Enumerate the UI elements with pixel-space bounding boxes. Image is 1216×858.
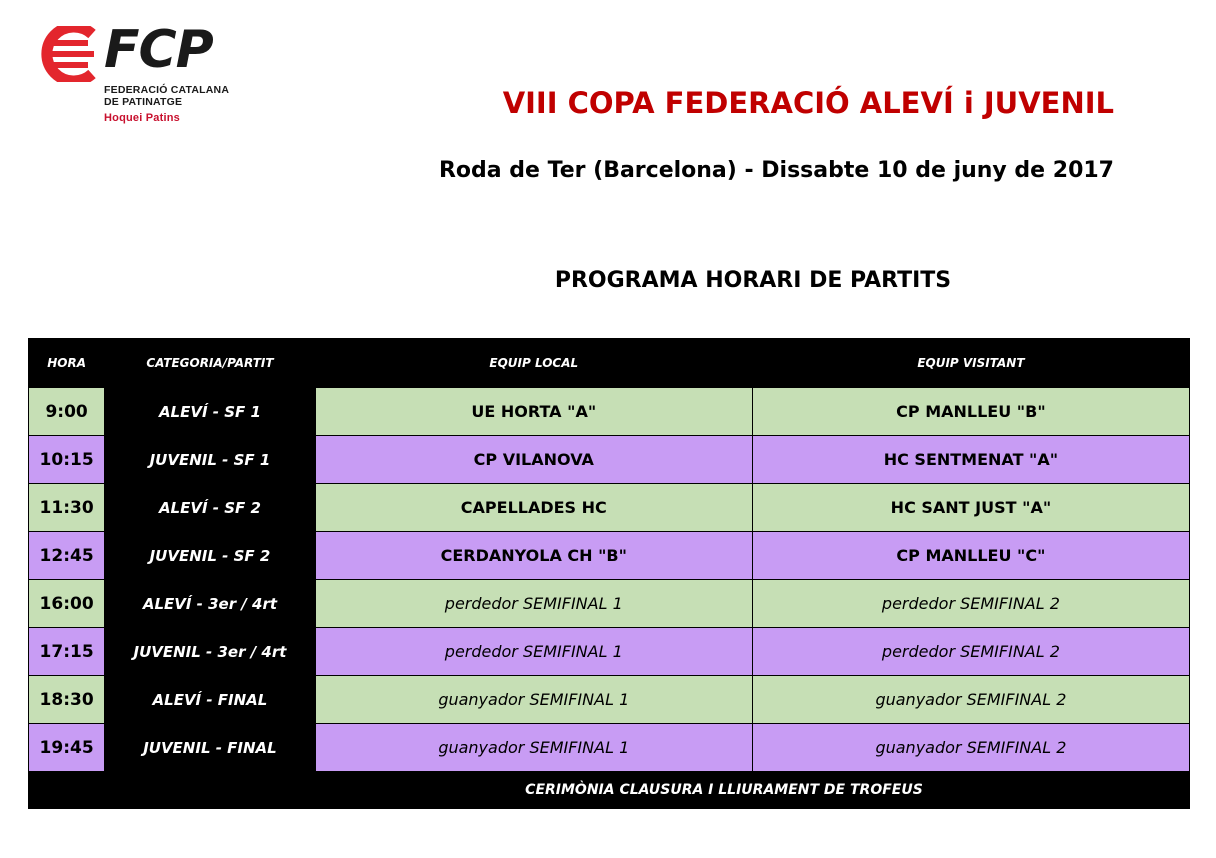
- cell-hora: 17:15: [29, 628, 105, 676]
- footer-cell: [29, 772, 1190, 809]
- cell-equip-local: guanyador SEMIFINAL 1: [315, 676, 752, 724]
- table-row: [29, 388, 1190, 436]
- logo-line-2: DE PATINATGE: [104, 96, 183, 108]
- table-footer-row: [29, 772, 1190, 809]
- cell-hora: 9:00: [29, 388, 105, 436]
- cell-categoria: JUVENIL - SF 2: [105, 532, 316, 580]
- column-header-equip-local: EQUIP LOCAL: [315, 339, 752, 388]
- cell-equip-local: perdedor SEMIFINAL 1: [315, 580, 752, 628]
- cell-equip-visitant: CP MANLLEU "B": [752, 388, 1189, 436]
- schedule-table: [28, 338, 1190, 809]
- cell-hora: 11:30: [29, 484, 105, 532]
- cell-equip-local: guanyador SEMIFINAL 1: [315, 724, 752, 772]
- column-header-hora: HORA: [29, 339, 105, 388]
- cell-equip-visitant: perdedor SEMIFINAL 2: [752, 628, 1189, 676]
- cell-categoria: JUVENIL - 3er / 4rt: [105, 628, 316, 676]
- cell-equip-visitant: HC SENTMENAT "A": [752, 436, 1189, 484]
- table-row: [29, 628, 1190, 676]
- cell-equip-local: CERDANYOLA CH "B": [315, 532, 752, 580]
- table-row: [29, 724, 1190, 772]
- fcp-ring-icon: [34, 26, 100, 82]
- cell-categoria: ALEVÍ - FINAL: [105, 676, 316, 724]
- cell-categoria: ALEVÍ - SF 1: [105, 388, 316, 436]
- table-header-row: [29, 339, 1190, 388]
- logo-letters: FCP: [104, 20, 213, 80]
- cell-equip-visitant: CP MANLLEU "C": [752, 532, 1189, 580]
- table-row: [29, 580, 1190, 628]
- cell-categoria: JUVENIL - FINAL: [105, 724, 316, 772]
- page-subtitle: Roda de Ter (Barcelona) - Dissabte 10 de juny de 2017: [438, 158, 1114, 183]
- cell-equip-visitant: perdedor SEMIFINAL 2: [752, 580, 1189, 628]
- logo-line-1: FEDERACIÓ CATALANA: [104, 84, 230, 96]
- closing-ceremony-text: CERIMÒNIA CLAUSURA I LLIURAMENT DE TROFEUS: [525, 782, 923, 798]
- cell-hora: 16:00: [29, 580, 105, 628]
- logo-line-3: Hoquei Patins: [104, 112, 180, 124]
- table-row: [29, 484, 1190, 532]
- cell-hora: 19:45: [29, 724, 105, 772]
- cell-equip-local: CAPELLADES HC: [315, 484, 752, 532]
- cell-equip-visitant: HC SANT JUST "A": [752, 484, 1189, 532]
- cell-equip-visitant: guanyador SEMIFINAL 2: [752, 724, 1189, 772]
- page-title: VIII COPA FEDERACIÓ ALEVÍ i JUVENIL: [502, 86, 1114, 120]
- cell-equip-local: UE HORTA "A": [315, 388, 752, 436]
- cell-equip-local: perdedor SEMIFINAL 1: [315, 628, 752, 676]
- table-row: [29, 436, 1190, 484]
- cell-equip-local: CP VILANOVA: [315, 436, 752, 484]
- table-row: [29, 532, 1190, 580]
- table-row: [29, 676, 1190, 724]
- cell-hora: 18:30: [29, 676, 105, 724]
- cell-equip-visitant: guanyador SEMIFINAL 2: [752, 676, 1189, 724]
- cell-categoria: ALEVÍ - SF 2: [105, 484, 316, 532]
- fcp-logo: [34, 20, 254, 136]
- column-header-categoria: CATEGORIA/PARTIT: [105, 339, 316, 388]
- column-header-equip-visitant: EQUIP VISITANT: [752, 339, 1189, 388]
- section-title: PROGRAMA HORARI DE PARTITS: [554, 268, 952, 293]
- cell-categoria: ALEVÍ - 3er / 4rt: [105, 580, 316, 628]
- cell-categoria: JUVENIL - SF 1: [105, 436, 316, 484]
- cell-hora: 10:15: [29, 436, 105, 484]
- cell-hora: 12:45: [29, 532, 105, 580]
